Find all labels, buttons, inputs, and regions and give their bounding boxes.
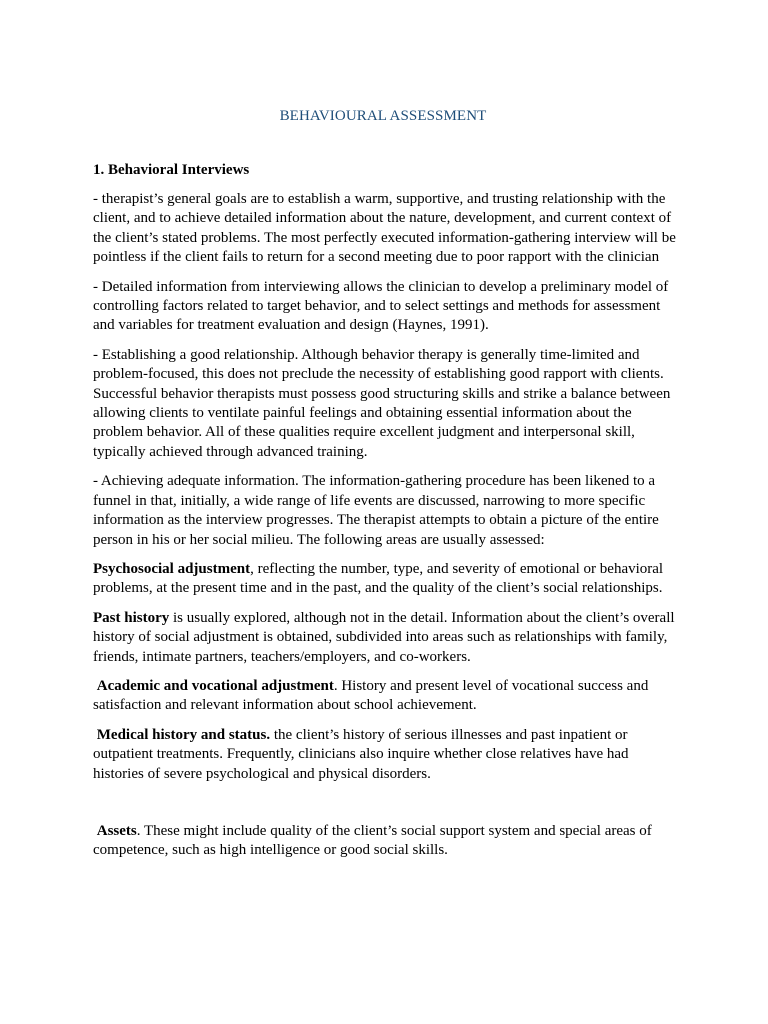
area-description: . History and present level of vocational success and satisfaction and relevant information about school achievement.: [93, 677, 649, 714]
area-medical-history: [93, 726, 683, 784]
paragraph-therapist-goals: - therapist’s general goals are to establish a warm, supportive, and trusting relationship with the client, and to achieve detailed information about the nature, development, and current context of the client’s stated problems. The most perfectly executed information-gathering interview will be pointless if the client fails to return for a second meeting due to poor rapport with the clinician: [93, 191, 676, 266]
area-description: . These might include quality of the client’s social support system and special areas of competence, such as high intelligence or good social skills.: [93, 822, 652, 859]
paragraph-detailed-information: - Detailed information from interviewing allows the clinician to develop a preliminary model of controlling factors related to target behavior, and to select settings and methods for assessment and variables for treatment evaluation and design (Haynes, 1991).: [93, 278, 669, 334]
document-body: [93, 190, 683, 871]
area-past-history: [93, 609, 683, 667]
area-description: the client’s history of serious illnesses and past inpatient or outpatient treatments. Frequently, clinicians also inquire whether close relatives have had histories of severe psychological and physical disorders.: [93, 726, 629, 782]
area-term: Psychosocial adjustment: [93, 560, 251, 577]
paragraph-good-relationship: - Establishing a good relationship. Although behavior therapy is generally time-limited and problem-focused, this does not preclude the necessity of establishing good rapport with clients. Successful behavior therapists must possess good structuring skills and strike a balance between allowing clients to ventilate painful feelings and obtaining essential information about the problem behavior. All of these qualities require excellent judgment and interpersonal skill, typically achieved through advanced training.: [93, 346, 671, 460]
area-term: Past history: [93, 609, 170, 626]
area-assets: [93, 822, 683, 861]
area-description: , reflecting the number, type, and severity of emotional or behavioral problems, at the present time and in the past, and the quality of the client’s social relationships.: [93, 560, 664, 597]
paragraph-adequate-information: - Achieving adequate information. The information-gathering procedure has been likened to a funnel in that, initially, a wide range of life events are discussed, narrowing to more specific information as the interview progresses. The therapist attempts to obtain a picture of the entire person in his or her social milieu. The following areas are usually assessed:: [93, 473, 659, 548]
area-description: is usually explored, although not in the detail. Information about the client’s overall history of social adjustment is obtained, subdivided into areas such as relationships with family, friends, intimate partners, teachers/employers, and co-workers.: [93, 609, 675, 665]
area-academic-vocational: [93, 677, 683, 716]
area-term: Academic and vocational adjustment: [96, 677, 334, 694]
area-term: Medical history and status.: [96, 726, 271, 743]
document-title: BEHAVIOURAL ASSESSMENT: [279, 108, 487, 124]
area-term: Assets: [96, 822, 137, 839]
area-psychosocial-adjustment: [93, 560, 683, 599]
section-heading: 1. Behavioral Interviews: [93, 162, 250, 178]
